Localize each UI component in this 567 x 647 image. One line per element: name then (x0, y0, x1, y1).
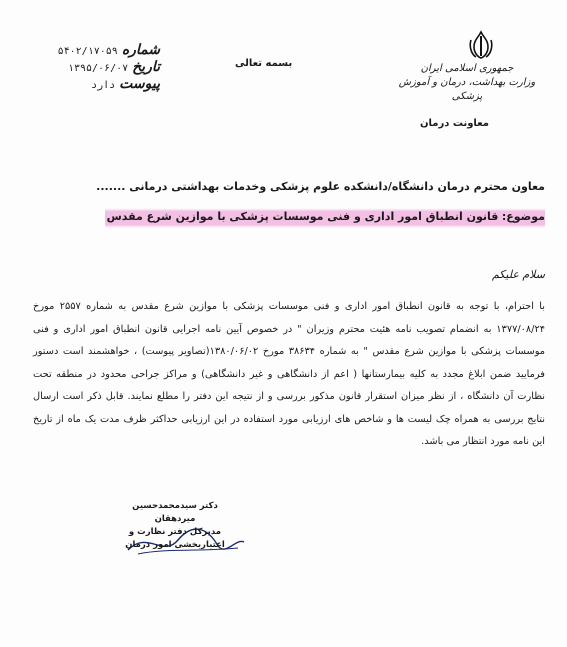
letter-meta (30, 42, 160, 93)
number-label: شماره (121, 42, 160, 58)
ministry-line-1: جمهوری اسلامی ایران (420, 63, 514, 74)
attachment-label: پیوست (119, 76, 160, 92)
attachment-value: دارد (91, 80, 116, 91)
signatory-title-1: مدیرکل دفتر نظارت و (128, 527, 222, 537)
attachment-row (30, 76, 160, 93)
number-row (30, 42, 160, 59)
signatory-title-2: اعتباربخشی امور درمان (125, 540, 225, 550)
date-value: ۱۳۹۵/۰۶/۰۷ (67, 63, 129, 74)
number-value: ۵۴۰۲/۱۷۰۵۹ (57, 46, 118, 57)
date-row (30, 59, 160, 76)
iran-emblem-icon (468, 30, 494, 60)
ministry-line-2: وزارت بهداشت، درمان و آموزش پزشکی (398, 77, 536, 102)
basmala: بسمه تعالی (235, 58, 293, 69)
ministry-name (387, 62, 547, 104)
letter-body: با احترام، با توجه به قانون انطباق امور اداری و فنی موسسات پزشکی با موازین شرع مقدس به شماره ۲۵۵۷ مورخ ۱۳۷۷/۰۸/۲۴ به انضمام تصویب نامه هئیت محترم وزیران " در خصوص آیین نامه اجرایی قانون انطباق امور اداری و فنی موسسات پزشکی با موازین شرع مقدس " به شماره ۳۸۶۳۴ مورخ ۱۳۸۰/۰۶/۰۲(تصاویر پیوست) ، خواهشمند است دستور فرمایید ضمن ابلاغ مجدد به کلیه بیمارستانها ( اعم از دانشگاهی و غیر دانشگاهی) و مراکز جراحی محدود در منطقه تحت نظارت آن دانشگاه ، از نظر میزان استقرار قانون مذکور بررسی و از نتیجه این دفتر را مطلع نمایند. قابل ذکر است ارسال نتایج بررسی به همراه چک لیست ها و شاخص های ارزیابی مورد استفاده در این ارزیابی حداکثر ظرف مدت یک ماه از تاریخ این نامه مورد انتظار می باشد. (33, 301, 546, 447)
recipient: معاون محترم درمان دانشگاه/دانشکده علوم پزشکی وخدمات بهداشتی درمانی ....... (96, 180, 545, 193)
deputy-title: معاونت درمان (420, 118, 489, 129)
greeting: سلام علیکم (491, 268, 545, 281)
subject-text: قانون انطباق امور اداری و فنی موسسات پزشکی با موازین شرع مقدس (106, 210, 499, 223)
date-label: تاریخ (132, 59, 160, 75)
subject-line (105, 206, 545, 228)
signatory-name: دکتر سیدمحمدحسین میردهقان (132, 501, 218, 524)
subject-label: موضوع: (501, 210, 545, 223)
signature-block (120, 500, 230, 552)
